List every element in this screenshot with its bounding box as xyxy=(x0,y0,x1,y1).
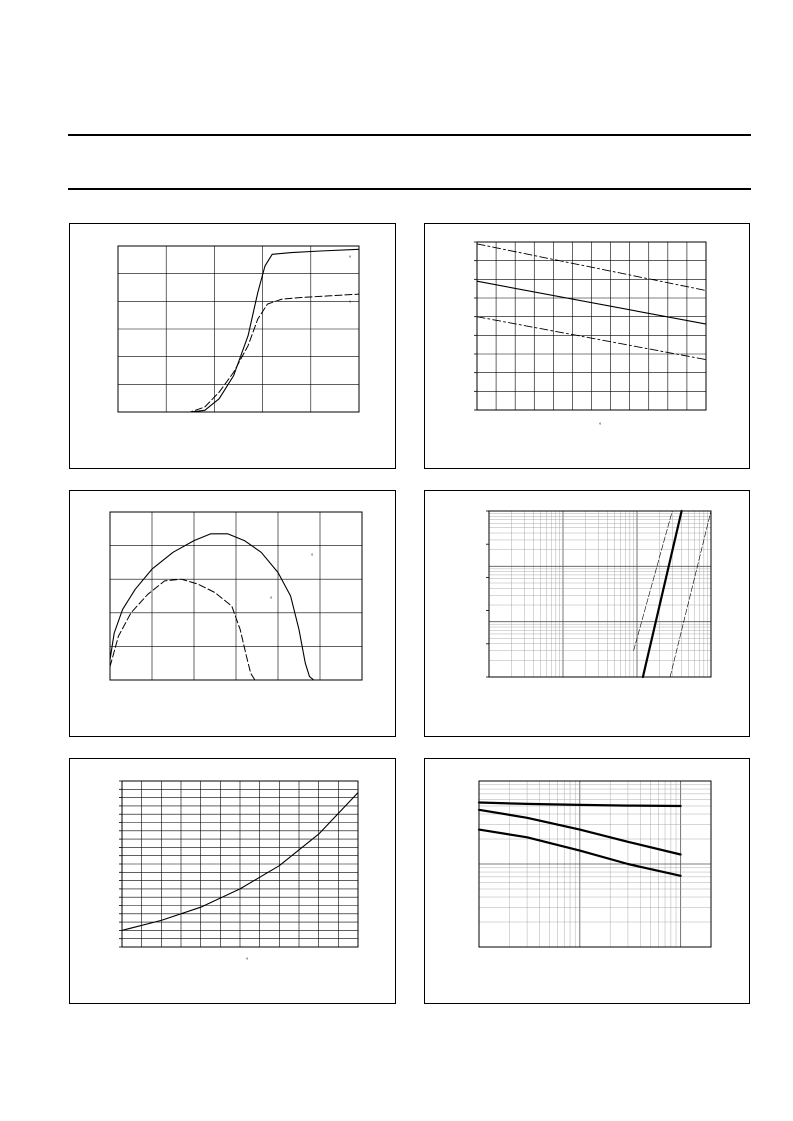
chart-panel-4 xyxy=(424,490,750,737)
chart-panel-2 xyxy=(424,223,750,469)
header-rule-top xyxy=(68,134,751,136)
chart-svg-2 xyxy=(425,224,749,468)
series-line-2 xyxy=(643,511,682,677)
chart-panel-5 xyxy=(69,758,396,1004)
grid-4 xyxy=(489,511,711,677)
chart-panel-3 xyxy=(69,490,396,737)
chart-panel-1 xyxy=(69,223,396,469)
chart-panel-6 xyxy=(424,758,750,1004)
x-axis-marker: ° xyxy=(599,423,602,429)
series-line-2 xyxy=(176,294,359,412)
chart-svg-3 xyxy=(70,491,395,736)
series-marker-2: ° xyxy=(349,301,352,307)
chart-svg-6 xyxy=(425,759,749,1003)
series-marker-2: ° xyxy=(270,597,273,603)
chart-svg-4 xyxy=(425,491,749,736)
series-marker-1: ° xyxy=(311,554,314,560)
plot-frame xyxy=(489,511,711,677)
chart-svg-1 xyxy=(70,224,395,468)
chart-svg-5 xyxy=(70,759,395,1003)
series-marker-1: ° xyxy=(349,256,352,262)
series-line-1 xyxy=(110,534,318,680)
grid-5 xyxy=(122,781,358,947)
x-axis-marker: ° xyxy=(246,958,249,964)
header-rule-bottom xyxy=(68,188,751,190)
grid-1 xyxy=(118,246,359,412)
